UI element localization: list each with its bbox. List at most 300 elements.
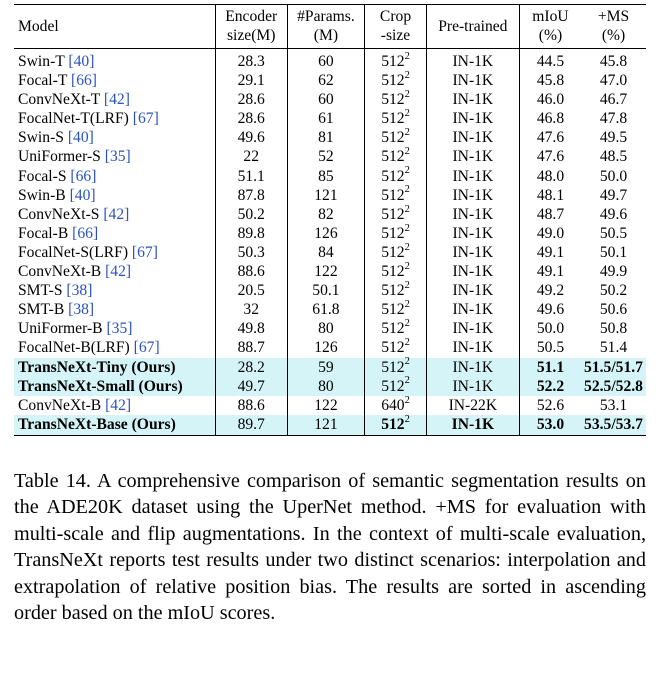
pretrained-cell — [426, 281, 519, 300]
miou-value: 48.7 — [536, 205, 565, 223]
ms-cell — [581, 377, 646, 396]
table-row — [14, 281, 646, 300]
pretrained-cell — [426, 415, 519, 436]
ms-value: 47.8 — [599, 110, 628, 128]
model-name: SMT-B — [18, 301, 65, 319]
pretrained-cell — [426, 262, 519, 281]
model-cell — [14, 262, 215, 281]
pretrained-cell — [426, 205, 519, 224]
crop-size-value: 512 — [381, 167, 405, 185]
pretrained-value: IN-1K — [452, 301, 494, 319]
encoder-size-value: 28.6 — [237, 91, 265, 109]
citation-link: [67] — [132, 110, 159, 128]
pretrained-value: IN-1K — [451, 415, 495, 433]
encoder-size-value: 51.1 — [237, 167, 265, 185]
pretrained-value: IN-1K — [452, 72, 494, 90]
model-name: ConvNeXt-B — [18, 263, 102, 281]
header-line: Encoder — [225, 8, 278, 25]
crop-size-value: 512 — [381, 301, 405, 319]
header-line: (%) — [601, 27, 626, 44]
params-cell — [287, 243, 365, 262]
pretrained-value: IN-1K — [452, 282, 494, 300]
crop-size-cell — [365, 186, 426, 205]
encoder-size-value: 28.2 — [237, 358, 265, 376]
params-value: 126 — [314, 339, 338, 357]
params-cell — [287, 338, 365, 357]
model-cell — [14, 281, 215, 300]
params-cell — [287, 147, 365, 166]
encoder-size-cell — [215, 147, 287, 166]
encoder-size-cell — [215, 358, 287, 377]
ms-cell — [581, 396, 646, 415]
encoder-size-value: 88.6 — [237, 263, 265, 281]
pretrained-value: IN-1K — [452, 263, 494, 281]
crop-size-value: 512 — [381, 282, 405, 300]
model-cell — [14, 49, 215, 72]
model-name: SMT-S — [18, 282, 63, 300]
encoder-size-value: 50.2 — [237, 205, 265, 223]
miou-cell — [519, 90, 581, 109]
header-row — [14, 5, 646, 49]
params-value: 122 — [314, 263, 338, 281]
ms-value: 46.7 — [599, 91, 628, 109]
citation-link: [42] — [105, 396, 132, 414]
ms-value: 52.5/52.8 — [584, 377, 643, 395]
ms-value: 50.2 — [599, 282, 628, 300]
ms-cell — [581, 338, 646, 357]
table-row — [14, 377, 646, 396]
citation-link: [66] — [71, 72, 97, 90]
model-cell — [14, 186, 215, 205]
encoder-size-cell — [215, 396, 287, 415]
pretrained-cell — [426, 396, 519, 415]
miou-cell — [519, 319, 581, 338]
ms-cell — [581, 109, 646, 128]
model-name: FocalNet-B(LRF) — [18, 339, 130, 357]
miou-cell — [519, 205, 581, 224]
params-value: 62 — [318, 72, 334, 90]
crop-size-cell — [365, 358, 426, 377]
table-row — [14, 109, 646, 128]
encoder-size-cell — [215, 281, 287, 300]
model-name: Focal-B — [18, 224, 69, 242]
encoder-size-cell — [215, 128, 287, 147]
model-cell — [14, 224, 215, 243]
miou-cell — [519, 358, 581, 377]
model-name: Swin-S — [18, 129, 64, 147]
encoder-size-value: 50.3 — [237, 243, 265, 261]
encoder-size-value: 87.8 — [237, 186, 265, 204]
ms-cell — [581, 281, 646, 300]
params-value: 126 — [314, 224, 338, 242]
crop-size-cell — [365, 377, 426, 396]
encoder-size-value: 32 — [243, 301, 260, 319]
header-encoder-size — [215, 5, 287, 49]
miou-value: 47.6 — [536, 129, 565, 147]
pretrained-value: IN-1K — [452, 224, 494, 242]
model-name: ConvNeXt-S — [18, 205, 100, 223]
pretrained-cell — [426, 300, 519, 319]
params-value: 60 — [318, 91, 334, 109]
citation-link: [42] — [103, 91, 130, 109]
table-row — [14, 147, 646, 166]
table-row — [14, 167, 646, 186]
encoder-size-cell — [215, 243, 287, 262]
params-cell — [287, 49, 365, 72]
table-row — [14, 338, 646, 357]
miou-value: 52.6 — [536, 396, 565, 414]
model-name: TransNeXt-Base (Ours) — [18, 415, 176, 433]
crop-exponent: 2 — [404, 146, 410, 158]
crop-size-cell — [365, 319, 426, 338]
citation-link: [67] — [131, 243, 158, 261]
pretrained-cell — [426, 224, 519, 243]
miou-value: 50.5 — [536, 339, 565, 357]
crop-exponent: 2 — [404, 413, 410, 425]
miou-value: 48.1 — [536, 186, 565, 204]
crop-size-cell — [365, 224, 426, 243]
miou-value: 49.2 — [536, 282, 565, 300]
miou-value: 49.6 — [536, 301, 565, 319]
ms-value: 50.0 — [599, 167, 628, 185]
crop-exponent: 2 — [404, 184, 410, 196]
crop-size-cell — [365, 262, 426, 281]
crop-size-cell — [365, 415, 426, 436]
ms-cell — [581, 167, 646, 186]
citation-link: [40] — [69, 186, 96, 204]
miou-cell — [519, 71, 581, 90]
miou-cell — [519, 224, 581, 243]
model-name: FocalNet-T(LRF) — [18, 110, 129, 128]
crop-size-value: 512 — [381, 243, 405, 261]
params-value: 82 — [318, 205, 334, 223]
pretrained-cell — [426, 49, 519, 72]
model-name: Focal-S — [18, 167, 67, 185]
crop-exponent: 2 — [404, 108, 410, 120]
encoder-size-cell — [215, 71, 287, 90]
crop-size-value: 512 — [381, 148, 405, 166]
crop-size-value: 512 — [381, 415, 405, 433]
pretrained-value: IN-1K — [452, 205, 494, 223]
ms-value: 45.8 — [599, 53, 628, 70]
crop-size-value: 512 — [381, 263, 405, 281]
encoder-size-value: 49.7 — [237, 377, 265, 395]
model-cell — [14, 90, 215, 109]
ms-cell — [581, 128, 646, 147]
crop-size-value: 640 — [381, 396, 405, 414]
ms-value: 50.5 — [599, 224, 628, 242]
params-cell — [287, 319, 365, 338]
citation-link: [35] — [106, 320, 133, 338]
pretrained-value: IN-1K — [452, 53, 494, 70]
crop-size-value: 512 — [381, 72, 405, 90]
miou-value: 49.0 — [536, 224, 565, 242]
ms-value: 49.9 — [599, 263, 628, 281]
table-row — [14, 71, 646, 90]
crop-size-value: 512 — [381, 339, 405, 357]
ms-value: 51.5/51.7 — [584, 358, 643, 376]
table-row — [14, 319, 646, 338]
pretrained-value: IN-1K — [452, 243, 494, 261]
miou-cell — [519, 49, 581, 72]
miou-cell — [519, 262, 581, 281]
pretrained-value: IN-1K — [452, 110, 494, 128]
miou-cell — [519, 281, 581, 300]
encoder-size-cell — [215, 262, 287, 281]
citation-link: [40] — [67, 129, 94, 147]
table-row — [14, 186, 646, 205]
miou-cell — [519, 167, 581, 186]
table-row — [14, 300, 646, 319]
params-cell — [287, 109, 365, 128]
crop-exponent: 2 — [404, 394, 410, 406]
pretrained-cell — [426, 338, 519, 357]
table-row — [14, 49, 646, 72]
encoder-size-cell — [215, 300, 287, 319]
crop-exponent: 2 — [404, 222, 410, 234]
crop-exponent: 2 — [404, 337, 410, 349]
miou-cell — [519, 109, 581, 128]
model-cell — [14, 243, 215, 262]
params-value: 121 — [314, 415, 338, 433]
encoder-size-value: 28.3 — [237, 53, 265, 70]
crop-size-cell — [365, 71, 426, 90]
params-cell — [287, 415, 365, 436]
header-line: Model — [18, 17, 59, 35]
encoder-size-cell — [215, 167, 287, 186]
ms-cell — [581, 186, 646, 205]
encoder-size-cell — [215, 49, 287, 72]
miou-cell — [519, 415, 581, 436]
encoder-size-cell — [215, 90, 287, 109]
ms-cell — [581, 243, 646, 262]
table-row — [14, 128, 646, 147]
header-line: mIoU — [532, 8, 569, 25]
crop-exponent: 2 — [404, 356, 410, 368]
pretrained-value: IN-22K — [448, 396, 498, 414]
pretrained-value: IN-1K — [452, 320, 494, 338]
encoder-size-value: 29.1 — [237, 72, 265, 90]
model-name: ConvNeXt-B — [18, 396, 102, 414]
header-miou — [519, 5, 581, 49]
params-cell — [287, 128, 365, 147]
pretrained-value: IN-1K — [452, 358, 494, 376]
encoder-size-value: 89.8 — [237, 224, 265, 242]
params-value: 52 — [318, 148, 334, 166]
header-line: (%) — [538, 27, 563, 44]
encoder-size-cell — [215, 224, 287, 243]
miou-cell — [519, 243, 581, 262]
citation-link: [35] — [104, 148, 131, 166]
crop-size-value: 512 — [381, 320, 405, 338]
model-cell — [14, 338, 215, 357]
pretrained-cell — [426, 243, 519, 262]
miou-cell — [519, 300, 581, 319]
pretrained-cell — [426, 377, 519, 396]
header-ms — [581, 5, 646, 49]
crop-size-cell — [365, 205, 426, 224]
miou-value: 44.5 — [536, 53, 565, 70]
table-row — [14, 358, 646, 377]
pretrained-value: IN-1K — [452, 339, 494, 357]
model-name: UniFormer-B — [18, 320, 103, 338]
params-value: 61 — [318, 110, 334, 128]
params-value: 81 — [318, 129, 334, 147]
ms-value: 50.6 — [599, 301, 628, 319]
encoder-size-value: 20.5 — [237, 282, 265, 300]
ms-cell — [581, 358, 646, 377]
crop-size-cell — [365, 109, 426, 128]
miou-value: 47.6 — [536, 148, 565, 166]
miou-value: 53.0 — [536, 415, 565, 433]
header-params — [287, 5, 365, 49]
crop-size-cell — [365, 147, 426, 166]
citation-link: [40] — [68, 53, 95, 70]
crop-exponent: 2 — [404, 127, 410, 139]
encoder-size-value: 88.7 — [237, 339, 265, 357]
params-value: 59 — [318, 358, 334, 376]
header-model — [14, 5, 215, 49]
encoder-size-cell — [215, 338, 287, 357]
model-name: Swin-T — [18, 53, 65, 70]
miou-value: 49.1 — [536, 263, 565, 281]
crop-exponent: 2 — [404, 165, 410, 177]
pretrained-cell — [426, 358, 519, 377]
crop-size-value: 512 — [381, 53, 405, 70]
model-cell — [14, 109, 215, 128]
ms-value: 53.5/53.7 — [584, 415, 643, 433]
crop-size-value: 512 — [381, 377, 405, 395]
crop-size-cell — [365, 300, 426, 319]
model-name: ConvNeXt-T — [18, 91, 101, 109]
pretrained-value: IN-1K — [452, 148, 494, 166]
miou-value: 46.0 — [536, 91, 565, 109]
pretrained-value: IN-1K — [452, 167, 494, 185]
params-value: 122 — [314, 396, 338, 414]
ms-cell — [581, 415, 646, 436]
pretrained-value: IN-1K — [452, 91, 494, 109]
model-name: Focal-T — [18, 72, 68, 90]
crop-size-cell — [365, 243, 426, 262]
crop-size-value: 512 — [381, 129, 405, 147]
encoder-size-value: 49.6 — [237, 129, 265, 147]
crop-size-cell — [365, 167, 426, 186]
pretrained-value: IN-1K — [452, 377, 494, 395]
pretrained-cell — [426, 167, 519, 186]
params-value: 50.1 — [312, 282, 340, 300]
encoder-size-value: 88.6 — [237, 396, 265, 414]
params-cell — [287, 358, 365, 377]
crop-exponent: 2 — [404, 50, 410, 62]
encoder-size-cell — [215, 109, 287, 128]
model-cell — [14, 319, 215, 338]
model-name: UniFormer-S — [18, 148, 101, 166]
encoder-size-value: 89.7 — [237, 415, 265, 433]
crop-exponent: 2 — [404, 203, 410, 215]
ms-value: 48.5 — [599, 148, 628, 166]
params-cell — [287, 396, 365, 415]
crop-size-value: 512 — [381, 358, 405, 376]
miou-cell — [519, 338, 581, 357]
pretrained-value: IN-1K — [452, 129, 494, 147]
header-line: #Params. — [297, 8, 355, 25]
pretrained-cell — [426, 128, 519, 147]
citation-link: [67] — [133, 339, 160, 357]
params-cell — [287, 281, 365, 300]
params-value: 80 — [318, 377, 334, 395]
crop-exponent: 2 — [404, 375, 410, 387]
model-name: TransNeXt-Small (Ours) — [18, 377, 183, 395]
table-row — [14, 262, 646, 281]
pretrained-cell — [426, 90, 519, 109]
model-cell — [14, 147, 215, 166]
ms-cell — [581, 319, 646, 338]
ms-cell — [581, 71, 646, 90]
ms-cell — [581, 90, 646, 109]
miou-cell — [519, 377, 581, 396]
crop-size-value: 512 — [381, 205, 405, 223]
table-row — [14, 90, 646, 109]
params-value: 61.8 — [312, 301, 340, 319]
ms-cell — [581, 147, 646, 166]
model-name: FocalNet-S(LRF) — [18, 243, 129, 261]
ms-value: 50.1 — [599, 243, 628, 261]
header-line: (M) — [313, 27, 339, 44]
model-cell — [14, 415, 215, 436]
miou-cell — [519, 128, 581, 147]
params-value: 84 — [318, 243, 334, 261]
crop-size-value: 512 — [381, 91, 405, 109]
miou-value: 48.0 — [536, 167, 565, 185]
miou-value: 49.1 — [536, 243, 565, 261]
ms-value: 49.5 — [599, 129, 628, 147]
crop-size-cell — [365, 90, 426, 109]
ms-value: 51.4 — [599, 339, 628, 357]
encoder-size-cell — [215, 377, 287, 396]
header-line: Pre-trained — [438, 17, 508, 35]
crop-exponent: 2 — [404, 318, 410, 330]
header-crop-size — [365, 5, 426, 49]
table-row — [14, 415, 646, 436]
encoder-size-value: 49.8 — [237, 320, 265, 338]
crop-exponent: 2 — [404, 260, 410, 272]
pretrained-cell — [426, 71, 519, 90]
ms-value: 49.7 — [599, 186, 628, 204]
pretrained-value: IN-1K — [452, 186, 494, 204]
ms-cell — [581, 300, 646, 319]
header-line: Crop — [379, 8, 412, 25]
crop-size-value: 512 — [381, 110, 405, 128]
crop-size-cell — [365, 338, 426, 357]
params-value: 85 — [318, 167, 334, 185]
pretrained-cell — [426, 319, 519, 338]
crop-size-value: 512 — [381, 224, 405, 242]
miou-value: 45.8 — [536, 72, 565, 90]
model-cell — [14, 377, 215, 396]
params-value: 80 — [318, 320, 334, 338]
miou-cell — [519, 147, 581, 166]
params-cell — [287, 300, 365, 319]
params-cell — [287, 167, 365, 186]
citation-link: [42] — [103, 205, 130, 223]
encoder-size-value: 22 — [243, 148, 260, 166]
params-cell — [287, 90, 365, 109]
header-pretrained — [426, 5, 519, 49]
pretrained-cell — [426, 109, 519, 128]
model-name: TransNeXt-Tiny (Ours) — [18, 358, 176, 376]
crop-size-cell — [365, 396, 426, 415]
params-value: 60 — [318, 53, 334, 70]
